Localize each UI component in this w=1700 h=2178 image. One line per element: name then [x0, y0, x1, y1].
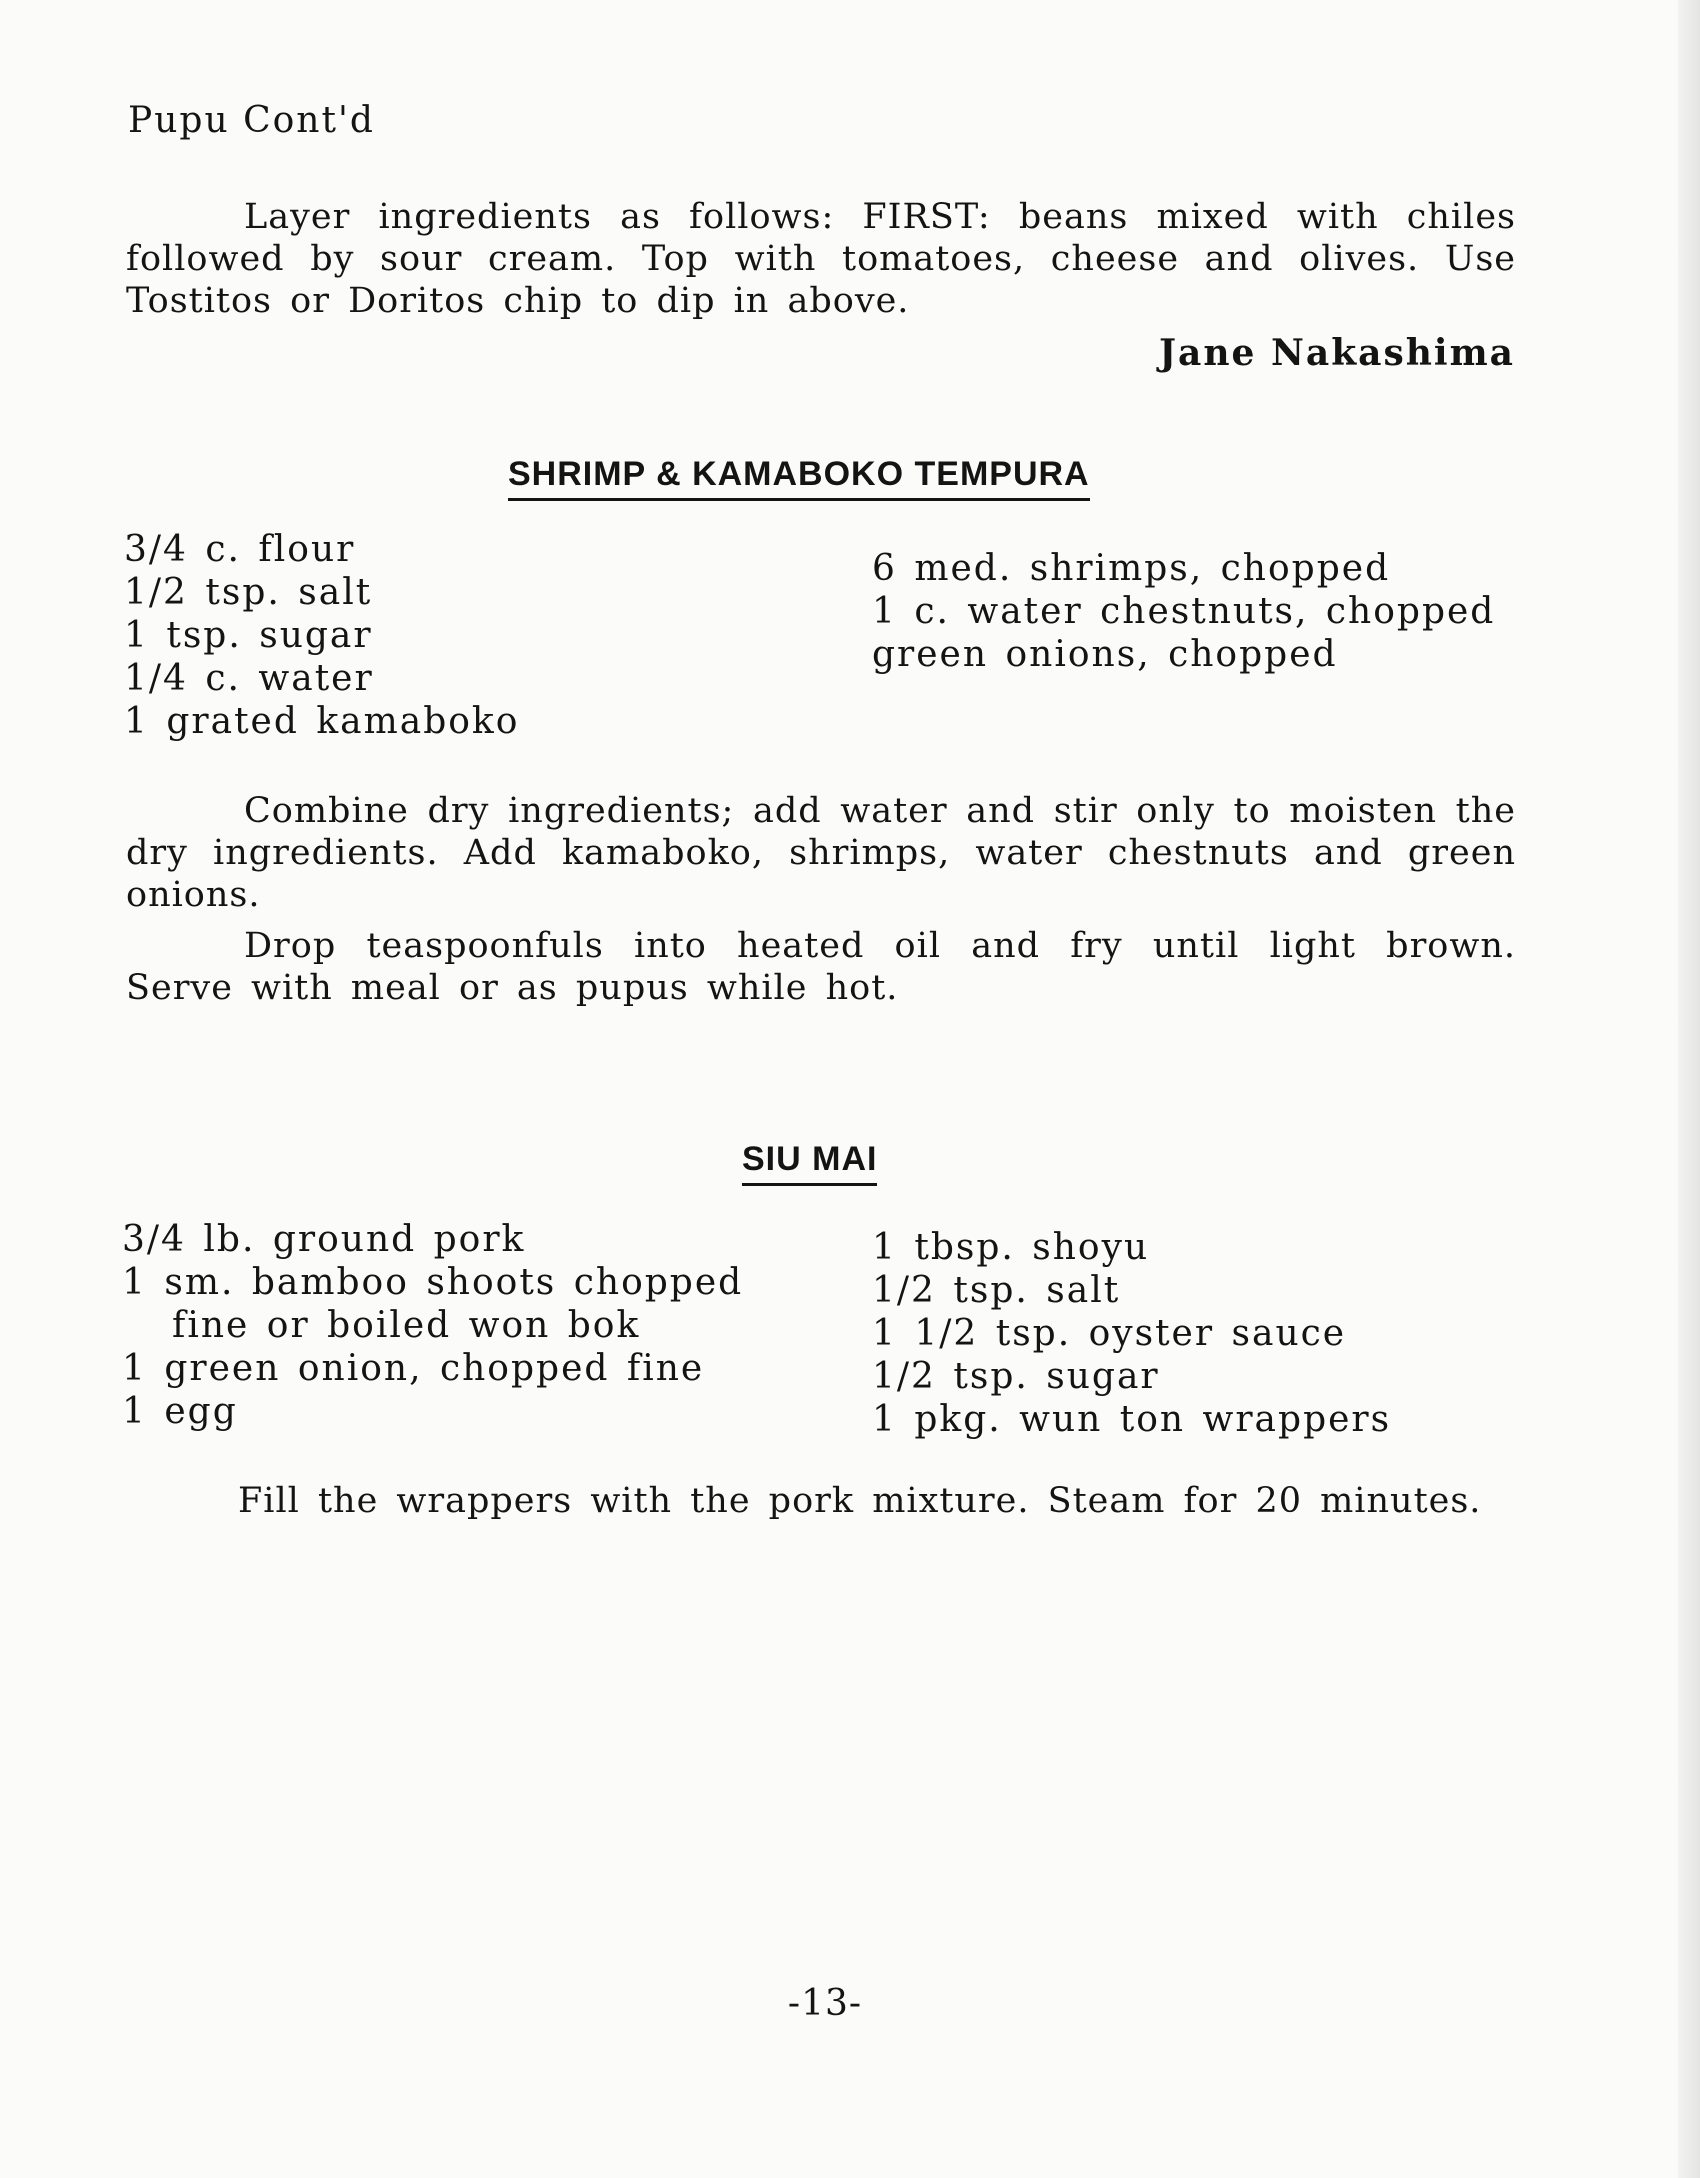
ingredient-item: 1 1/2 tsp. oyster sauce	[872, 1313, 1347, 1354]
ingredient-item: 1/2 tsp. sugar	[872, 1356, 1160, 1397]
siu-mai-ingredients-right	[872, 1226, 1391, 1441]
recipe-author: Jane Nakashima	[1158, 332, 1515, 374]
ingredient-item: 1 pkg. wun ton wrappers	[872, 1399, 1392, 1440]
ingredient-item: 1/2 tsp. salt	[872, 1270, 1121, 1311]
ingredient-item: 1 green onion, chopped fine	[122, 1348, 705, 1389]
ingredient-item: 1/2 tsp. salt	[124, 572, 373, 613]
page-number: -13-	[787, 1983, 863, 2024]
ingredient-item: 1/4 c. water	[124, 658, 374, 699]
page-edge-shadow	[1678, 0, 1700, 2178]
ingredient-item: 1 tbsp. shoyu	[872, 1227, 1150, 1268]
siu-mai-instructions: Fill the wrappers with the pork mixture. Steam for 20 minutes.	[238, 1481, 1482, 1521]
ingredient-item: 3/4 lb. ground pork	[122, 1219, 526, 1260]
ingredient-item: 6 med. shrimps, chopped	[872, 548, 1391, 589]
ingredient-item: 1 sm. bamboo shoots chopped	[122, 1262, 744, 1303]
tempura-ingredients-right	[872, 547, 1495, 676]
ingredient-item-continued: fine or boiled won bok	[172, 1305, 641, 1346]
continued-heading: Pupu Cont'd	[128, 100, 375, 141]
siu-mai-title: SIU MAI	[742, 1140, 877, 1186]
tempura-title: SHRIMP & KAMABOKO TEMPURA	[508, 455, 1090, 501]
tempura-instructions-2: Drop teaspoonfuls into heated oil and fry until light brown. Serve with meal or as pupus while hot.	[126, 926, 1516, 1008]
ingredient-item: 3/4 c. flour	[124, 529, 356, 570]
ingredient-item: 1 c. water chestnuts, chopped	[872, 591, 1496, 632]
tempura-ingredients-left	[124, 528, 519, 743]
siu-mai-ingredients-left	[122, 1218, 743, 1433]
ingredient-item: 1 grated kamaboko	[124, 701, 520, 742]
ingredient-item: 1 tsp. sugar	[124, 615, 373, 656]
ingredient-item: 1 egg	[122, 1391, 238, 1432]
ingredient-item: green onions, chopped	[872, 634, 1338, 675]
tempura-instructions-1: Combine dry ingredients; add water and stir only to moisten the dry ingredients. Add kamaboko, shrimps, water chestnuts and green onions.	[126, 791, 1516, 915]
pupu-instructions: Layer ingredients as follows: FIRST: beans mixed with chiles followed by sour cream. Top with tomatoes, cheese and olives. Use Tostitos or Doritos chip to dip in above.	[126, 197, 1516, 321]
